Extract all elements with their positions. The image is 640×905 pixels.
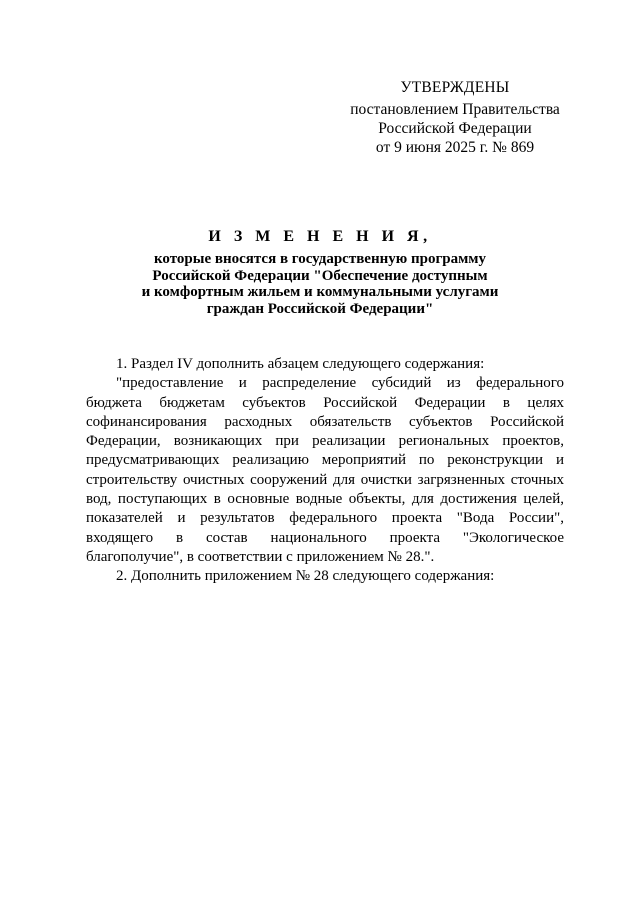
approval-block: [340, 78, 570, 157]
paragraph: "предоставление и распределение субсидий из федерального бюджета бюджетам субъектов Российской Федерации в целях софинансирования расходных обязательств субъектов Российской Федерации, возникающих при реализации региональных проектов, предусматривающих реализацию мероприятий по реконструкции и строительству очистных сооружений для очистки загрязненных сточных вод, поступающих в основные водные объекты, для достижения целей, показателей и результатов федерального проекта "Вода России", входящего в состав национального проекта "Экологическое благополучие", в соответствии с приложением № 28.".: [86, 375, 564, 565]
approval-line: от 9 июня 2025 г. № 869: [375, 139, 535, 156]
approval-line: постановлением Правительства: [350, 101, 560, 118]
approval-heading: УТВЕРЖДЕНЫ: [400, 79, 510, 96]
paragraph: 1. Раздел IV дополнить абзацем следующего содержания:: [116, 356, 485, 372]
subtitle-line: и комфортным жильем и коммунальными услугами: [141, 284, 499, 300]
approval-line: Российской Федерации: [378, 120, 532, 137]
document-subtitle: [80, 251, 560, 317]
subtitle-line: которые вносятся в государственную программу: [153, 251, 487, 267]
document-body: [86, 355, 564, 587]
document-title: И З М Е Н Е Н И Я,: [208, 228, 432, 245]
subtitle-line: Российской Федерации "Обеспечение доступным: [152, 267, 488, 284]
paragraph: 2. Дополнить приложением № 28 следующего содержания:: [116, 568, 495, 585]
subtitle-line: граждан Российской Федерации": [206, 300, 434, 317]
